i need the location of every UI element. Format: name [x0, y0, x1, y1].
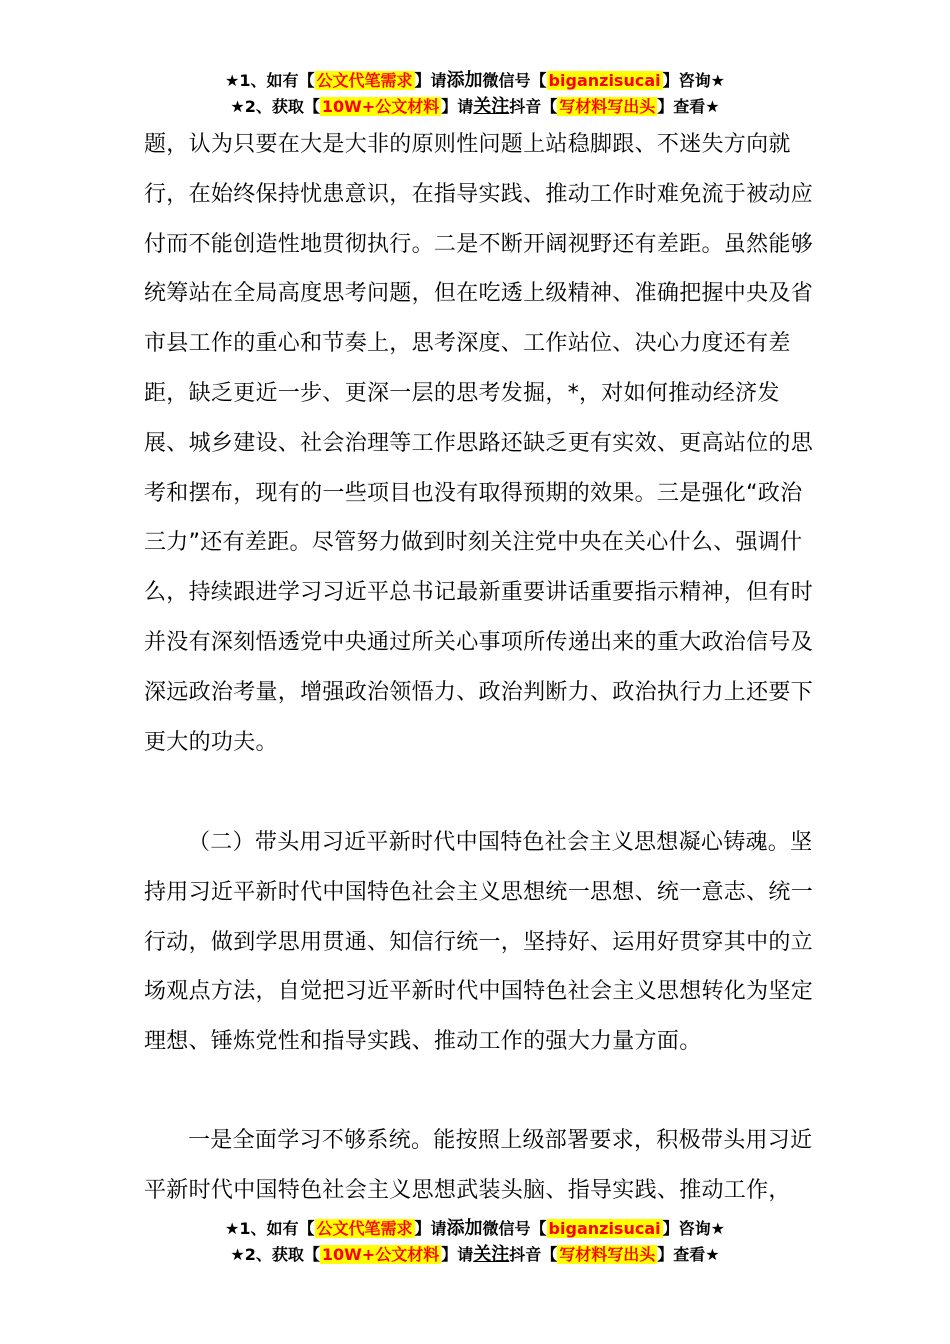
footer-banner	[0, 1216, 950, 1268]
banner-text: 】请	[441, 97, 474, 116]
banner-highlight-wechat: biganzisucai	[548, 1219, 661, 1238]
banner-text: 】查看★	[657, 97, 720, 116]
header-banner	[0, 68, 950, 120]
banner-emphasis: 关注	[473, 1244, 510, 1265]
banner-emphasis: 关注	[473, 96, 510, 117]
banner-highlight-service: 公文代笔需求	[316, 71, 413, 90]
banner-highlight-materials: 10W+公文材料	[321, 1245, 440, 1264]
body-paragraph-1: 题，认为只要在大是大非的原则性问题上站稳脚跟、不迷失方向就行，在始终保持忧患意识，在指导实践、推动工作时难免流于被动应付而不能创造性地贯彻执行。二是不断开阔视野还有差距。虽然能够统筹站在全局高度思考问题，但在吃透上级精神、准确把握中央及省市县工作的重心和节奏上，思考深度、工作站位、决心力度还有差距，缺乏更近一步、更深一层的思考发掘，*，对如何推动经济发展、城乡建设、社会治理等工作思路还缺乏更有实效、更高站位的思考和摆布，现有的一些项目也没有取得预期的效果。三是强化“政治三力”还有差距。尽管努力做到时刻关注党中央在关心什么、强调什么，持续跟进学习习近平总书记最新重要讲话重要指示精神，但有时并没有深刻悟透党中央通过所关心事项所传递出来的重大政治信号及深远政治考量，增强政治领悟力、政治判断力、政治执行力上还要下更大的功夫。	[144, 132, 814, 755]
banner-line-2	[0, 1242, 950, 1268]
body-paragraph-2: （二）带头用习近平新时代中国特色社会主义思想凝心铸魂。坚持用习近平新时代中国特色社会主义思想统一思想、统一意志、统一行动，做到学思用贯通、知信行统一，坚持好、运用好贯穿其中的立场观点方法，自觉把习近平新时代中国特色社会主义思想转化为坚定理想、锤炼党性和指导实践、推动工作的强大力量方面。	[144, 830, 814, 1055]
banner-text: 】请	[441, 1245, 474, 1264]
banner-text: ★1、如有【	[225, 1219, 315, 1238]
banner-text: ★1、如有【	[225, 71, 315, 90]
banner-text: 】请	[414, 1219, 447, 1238]
banner-emphasis: 添加	[446, 70, 483, 91]
banner-highlight-douyin: 写材料写出头	[559, 97, 656, 116]
banner-text: 抖音【	[509, 97, 558, 116]
banner-line-2	[0, 94, 950, 120]
banner-text: 】查看★	[657, 1245, 720, 1264]
banner-highlight-service: 公文代笔需求	[316, 1219, 413, 1238]
body-paragraph-3: 一是全面学习不够系统。能按照上级部署要求，积极带头用习近平新时代中国特色社会主义思想武装头脑、指导实践、推动工作，	[144, 1128, 813, 1203]
banner-highlight-wechat: biganzisucai	[548, 71, 661, 90]
banner-text: 微信号【	[482, 71, 547, 90]
banner-line-1	[0, 1216, 950, 1242]
banner-highlight-douyin: 写材料写出头	[559, 1245, 656, 1264]
banner-text: 】请	[414, 71, 447, 90]
banner-text: 抖音【	[509, 1245, 558, 1264]
banner-text: 微信号【	[482, 1219, 547, 1238]
banner-line-1	[0, 68, 950, 94]
banner-highlight-materials: 10W+公文材料	[321, 97, 440, 116]
banner-text: 】咨询★	[662, 71, 725, 90]
banner-text: ★2、获取【	[230, 97, 320, 116]
banner-emphasis: 添加	[446, 1218, 483, 1239]
banner-text: ★2、获取【	[230, 1245, 320, 1264]
banner-text: 】咨询★	[662, 1219, 725, 1238]
